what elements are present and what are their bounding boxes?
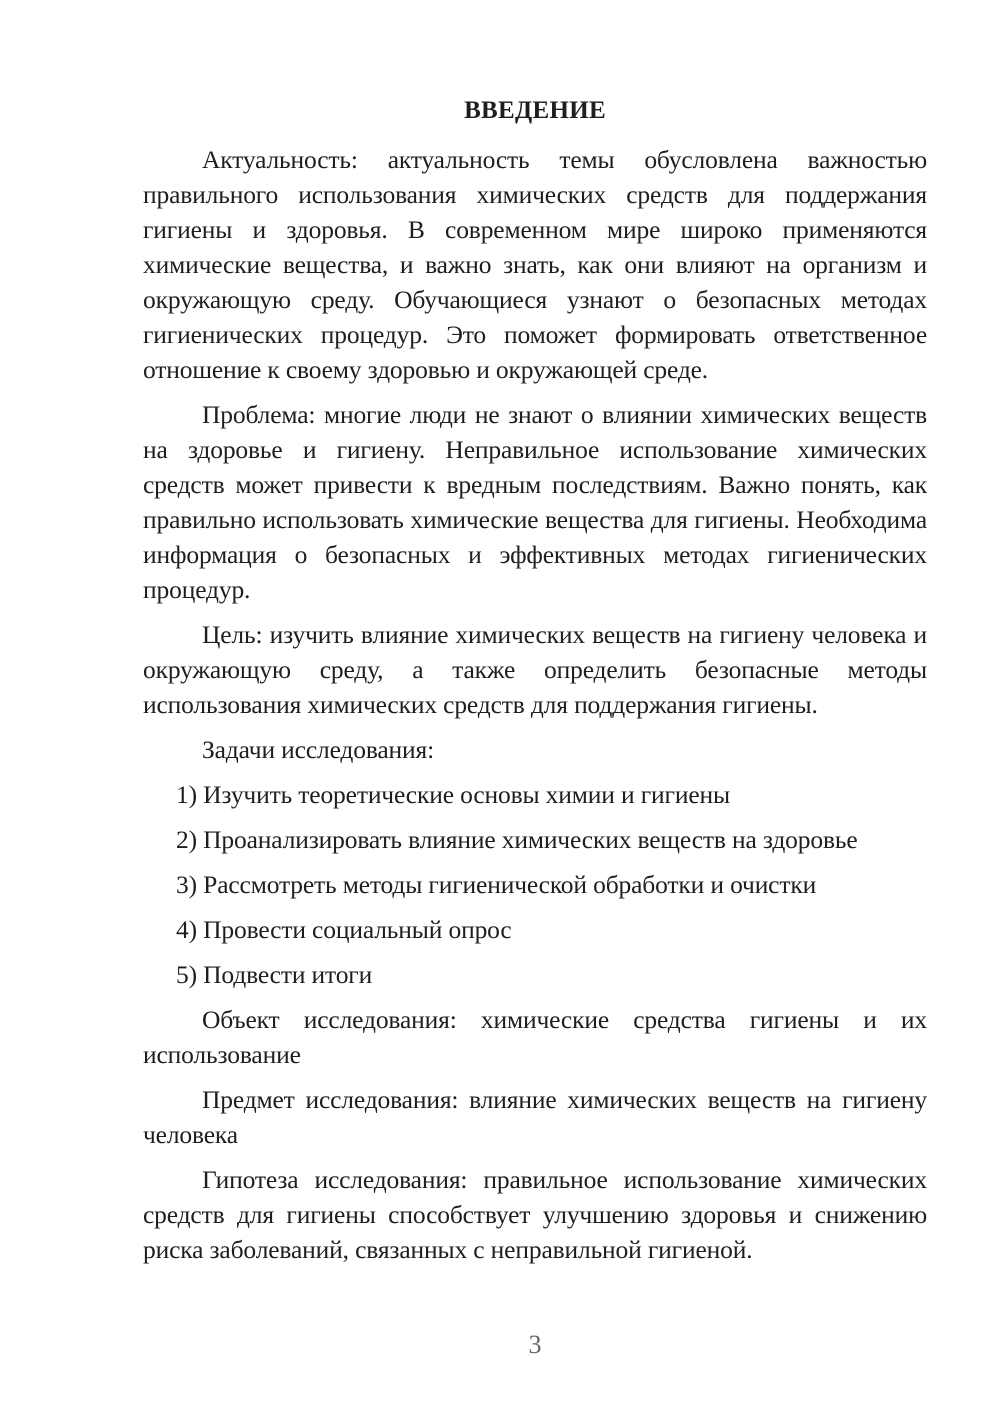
task-item-1: 1) Изучить теоретические основы химии и гигиены: [176, 780, 730, 809]
task-item-2: 2) Проанализировать влияние химических веществ на здоровье: [176, 825, 858, 854]
tasks-heading: Задачи исследования:: [202, 735, 435, 764]
paragraph-hypothesis: Гипотеза исследования: правильное использование химических средств для гигиены способствует улучшению здоровья и снижению риска заболеваний, связанных с неправильной гигиеной.: [143, 1165, 927, 1264]
paragraph-subject: Предмет исследования: влияние химических веществ на гигиену человека: [143, 1085, 927, 1149]
task-item-4: 4) Провести социальный опрос: [176, 915, 512, 944]
tasks-list: [143, 777, 927, 992]
page-number: 3: [528, 1330, 542, 1359]
task-item-3: 3) Рассмотреть методы гигиенической обработки и очистки: [176, 870, 817, 899]
page-footer: [143, 1330, 927, 1360]
paragraph-problem: Проблема: многие люди не знают о влиянии химических веществ на здоровье и гигиену. Неправильное использование химических средств может привести к вредным последствиям. Важно понять, как правильно использовать химические вещества для гигиены. Необходима информация о безопасных и эффективных методах гигиенических процедур.: [143, 400, 927, 604]
page-title: ВВЕДЕНИЕ: [464, 97, 606, 124]
paragraph-goal: Цель: изучить влияние химических веществ на гигиену человека и окружающую среду, а также определить безопасные методы использования химических средств для поддержания гигиены.: [143, 620, 927, 719]
paragraph-object: Объект исследования: химические средства гигиены и их использование: [143, 1005, 927, 1069]
task-item-5: 5) Подвести итоги: [176, 960, 373, 989]
paragraph-relevance: Актуальность: актуальность темы обусловлена важностью правильного использования химических средств для поддержания гигиены и здоровья. В современном мире широко применяются химические вещества, и важно знать, как они влияют на организм и окружающую среду. Обучающиеся узнают о безопасных методах гигиенических процедур. Это поможет формировать ответственное отношение к своему здоровью и окружающей среде.: [143, 145, 927, 384]
